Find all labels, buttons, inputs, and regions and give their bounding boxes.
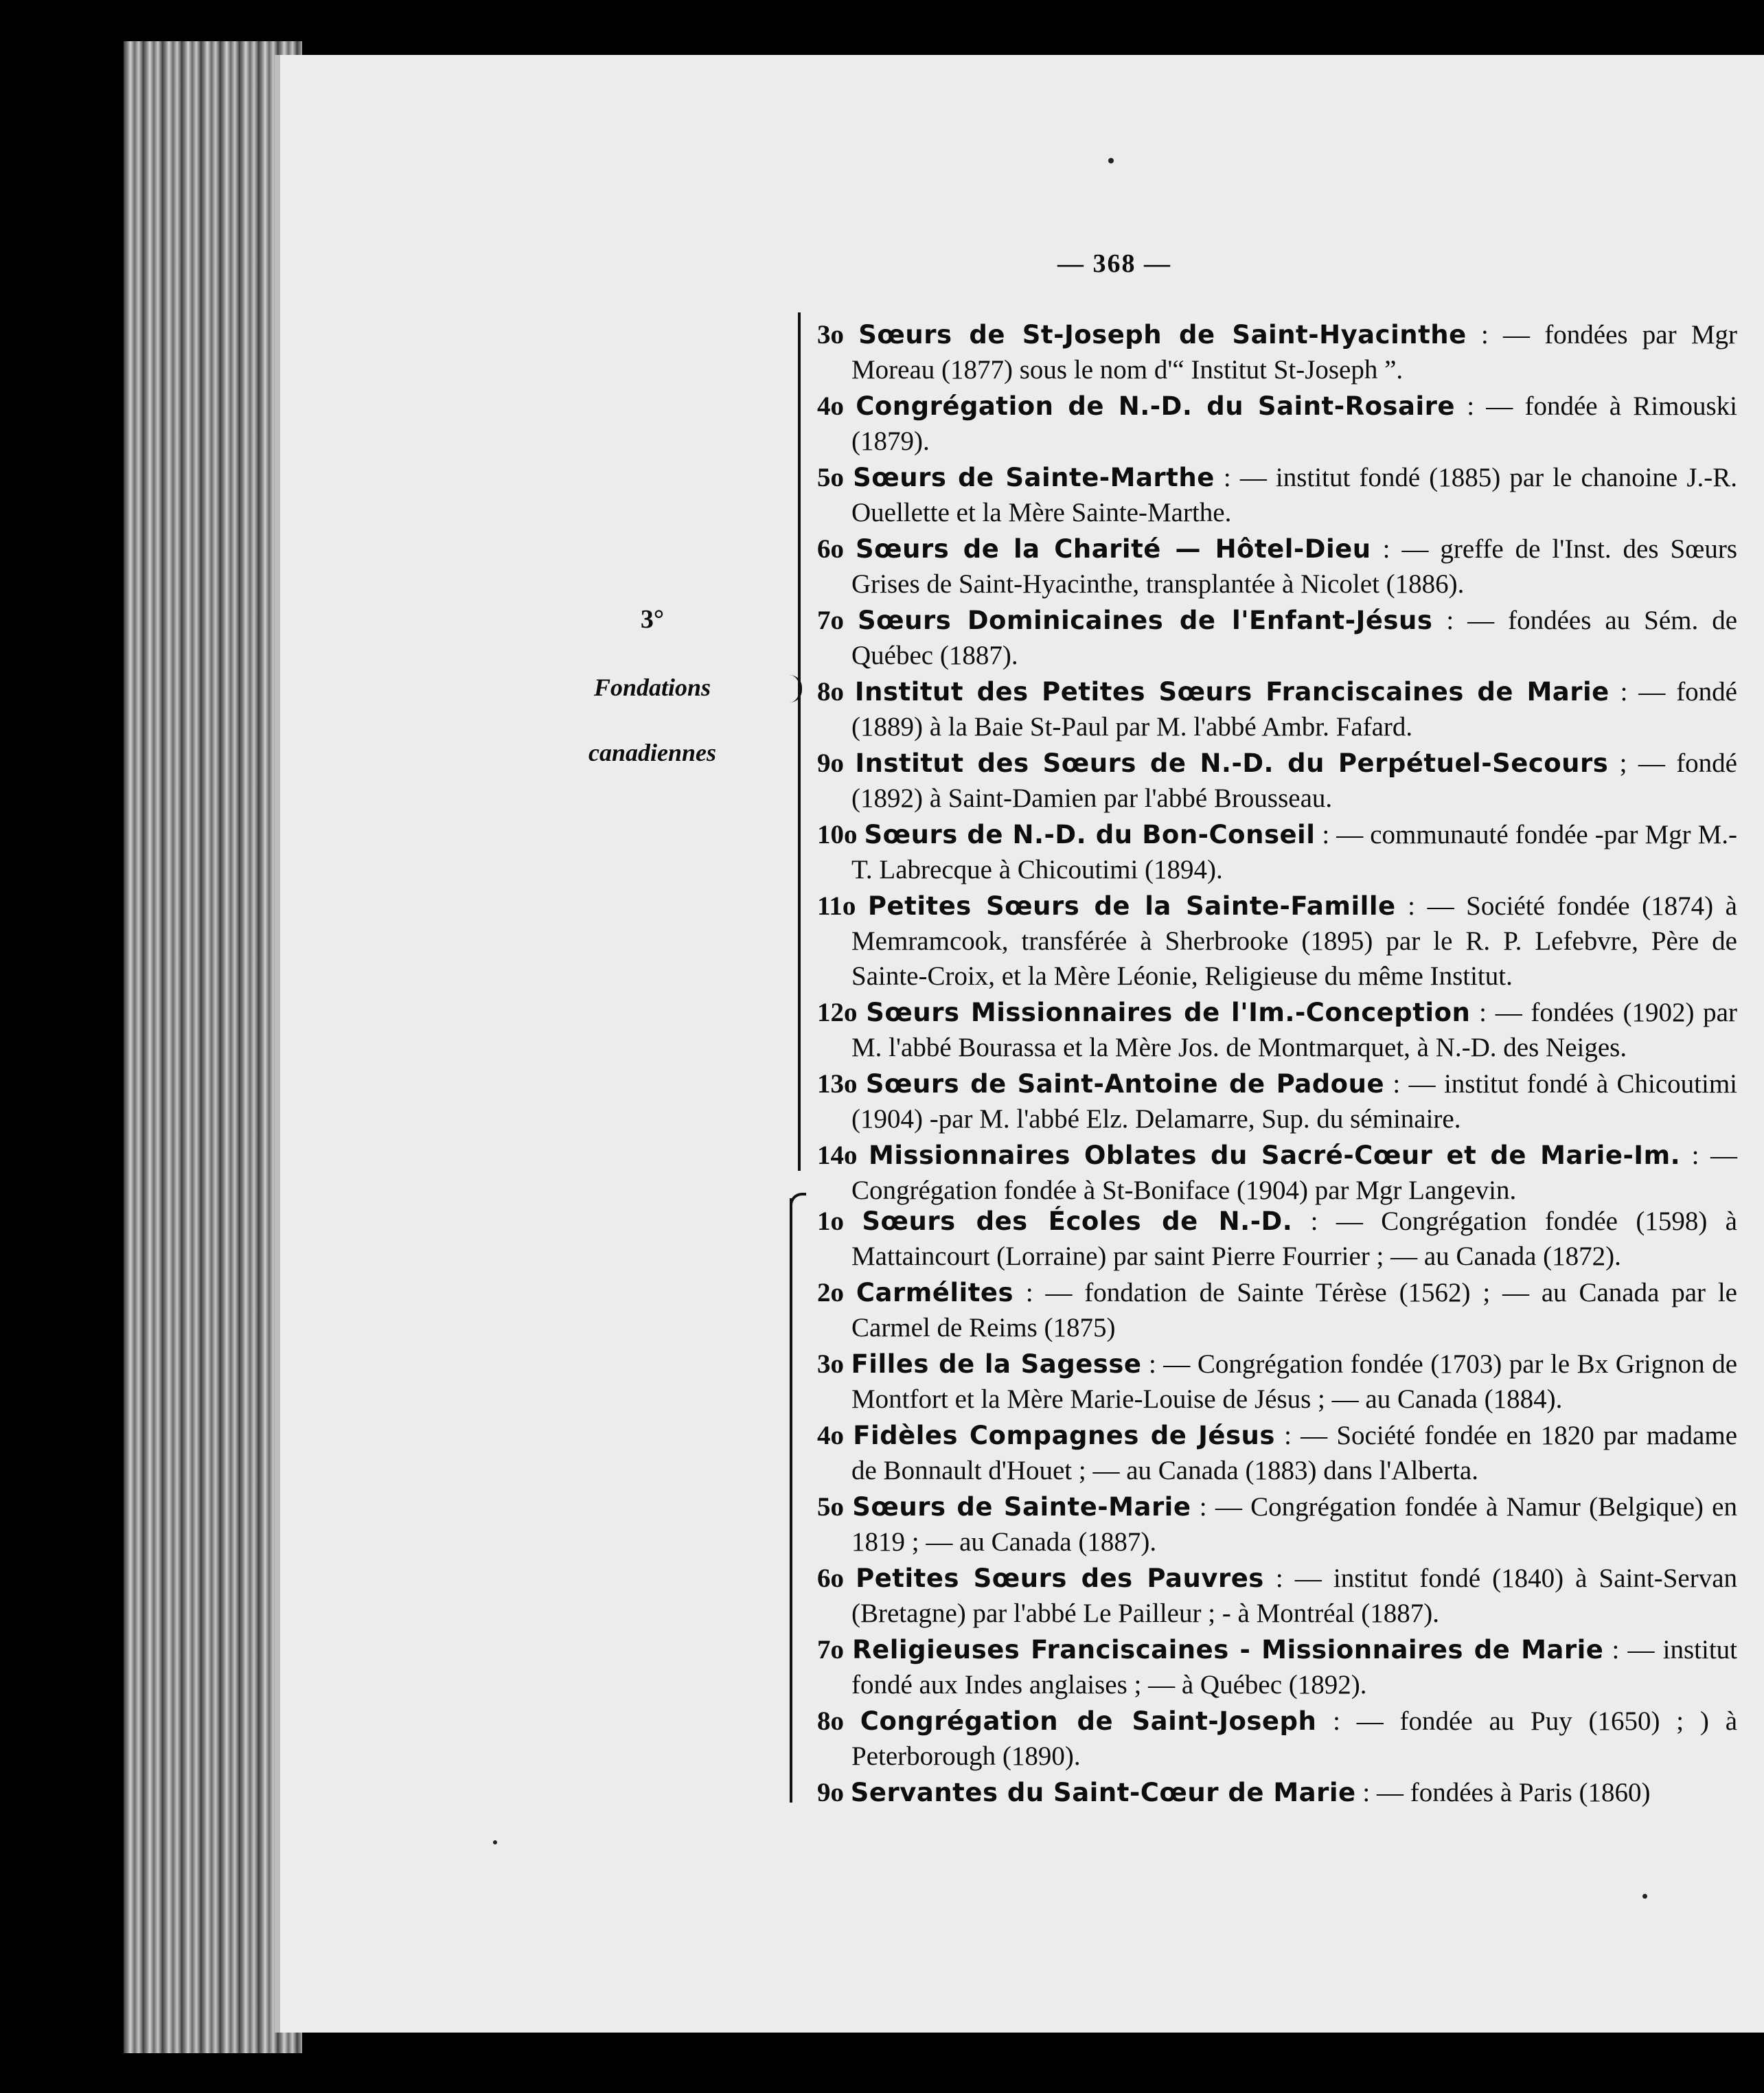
congregation-name: Servantes du Saint-Cœur de Marie <box>850 1778 1356 1807</box>
congregation-name: Missionnaires Oblates du Sacré-Cœur et de Marie-Im. <box>869 1141 1681 1170</box>
entry-number: 6o <box>817 534 844 564</box>
entry-description: : — Congrégation fondée (1703) par le Bx Grignon de Montfort et la Mère Marie-Louise de Jésus ; — au Canada (1884). <box>851 1349 1738 1414</box>
congregation-name: Congrégation de Saint-Joseph <box>860 1706 1317 1736</box>
scan-speck <box>1108 158 1114 163</box>
list-entry <box>817 1561 1737 1631</box>
entry-number: 8o <box>817 677 844 707</box>
list-entry <box>817 1489 1737 1559</box>
entry-description: : — fondation de Sainte Térèse (1562) ; — au Canada par le Carmel de Reims (1875) <box>851 1278 1737 1342</box>
entry-number: 5o <box>817 463 844 492</box>
brace-canadian-foundations <box>798 312 801 1171</box>
entry-number: 4o <box>817 391 844 421</box>
congregation-name: Petites Sœurs des Pauvres <box>856 1564 1264 1593</box>
list-entry <box>817 1347 1737 1417</box>
entry-description: : — fondées par Mgr Moreau (1877) sous le nom d'“ Institut St-Joseph ”. <box>851 320 1737 385</box>
entry-description: : — communauté fondée -par Mgr M.-T. Labrecque à Chicoutimi (1894). <box>851 820 1738 884</box>
congregation-name: Filles de la Sagesse <box>851 1349 1142 1379</box>
entry-number: 10o <box>817 820 858 849</box>
congregation-name: Sœurs de la Charité — Hôtel-Dieu <box>855 534 1371 564</box>
entry-description: : — Société fondée en 1820 par madame de Bonnault d'Houet ; — au Canada (1883) dans l'Alberta. <box>851 1421 1737 1485</box>
congregation-name: Sœurs de St-Joseph de Saint-Hyacinthe <box>858 320 1467 350</box>
congregation-name: Institut des Petites Sœurs Franciscaines de Marie <box>854 677 1610 707</box>
list-entry <box>817 889 1737 994</box>
congregation-name: Sœurs de Sainte-Marthe <box>853 463 1215 492</box>
entry-description: : — Société fondée (1874) à Memramcook, transférée à Sherbrooke (1895) par le R. P. Lefebvre, Père de Sainte-Croix, et la Mère Léonie, Religieuse du même Institut. <box>851 891 1737 991</box>
entry-description: : — Congrégation fondée à Namur (Belgique) en 1819 ; — au Canada (1887). <box>851 1492 1737 1557</box>
entry-description: : — fondée au Puy (1650) ; ) à Peterborough (1890). <box>851 1706 1737 1771</box>
list-entry <box>817 674 1737 744</box>
congregation-name: Carmélites <box>856 1278 1014 1307</box>
entry-description: : — Congrégation fondée à St-Boniface (1904) par Mgr Langevin. <box>851 1141 1738 1205</box>
list-entry <box>817 531 1737 602</box>
entry-number: 4o <box>817 1421 844 1450</box>
entry-number: 14o <box>817 1141 858 1170</box>
congregation-name: Religieuses Franciscaines - Missionnaires de Marie <box>852 1635 1604 1665</box>
entry-number: 5o <box>817 1492 844 1522</box>
list-entry <box>817 603 1737 673</box>
entry-number: 13o <box>817 1069 858 1099</box>
list-entry <box>817 995 1737 1065</box>
entry-number: 8o <box>817 1706 844 1736</box>
entry-description: : — fondées au Sém. de Québec (1887). <box>851 606 1737 670</box>
scan-speck <box>1642 1894 1647 1899</box>
entry-description: : — institut fondé à Chicoutimi (1904) -par M. l'abbé Elz. Delamarre, Sup. du séminaire. <box>851 1069 1737 1134</box>
congregation-name: Congrégation de N.-D. du Saint-Rosaire <box>856 391 1456 421</box>
entry-description: : — fondé (1889) à la Baie St-Paul par M. l'abbé Ambr. Fafard. <box>851 677 1737 742</box>
brace-foreign-foundations <box>790 1198 792 1803</box>
foreign-foundations-list <box>817 1204 1737 1811</box>
entry-description: : — institut fondé (1885) par le chanoine J.-R. Ouellette et la Mère Sainte-Marthe. <box>851 463 1737 527</box>
list-entry <box>817 746 1737 816</box>
entry-description: : — institut fondé aux Indes anglaises ; — à Québec (1892). <box>851 1635 1737 1700</box>
entry-description: : — institut fondé (1840) à Saint-Servan (Bretagne) par l'abbé Le Pailleur ; - à Montréal (1887). <box>851 1564 1738 1628</box>
entry-number: 11o <box>817 891 856 921</box>
entry-description: : — Congrégation fondée (1598) à Mattaincourt (Lorraine) par saint Pierre Fourrier ; — au Canada (1872). <box>851 1206 1737 1271</box>
entry-number: 1o <box>817 1206 844 1236</box>
congregation-name: Sœurs Missionnaires de l'Im.-Conception <box>866 998 1471 1027</box>
list-entry <box>817 1066 1737 1136</box>
congregation-name: Sœurs des Écoles de N.-D. <box>862 1206 1293 1236</box>
entry-number: 7o <box>817 606 844 635</box>
entry-number: 12o <box>817 998 858 1027</box>
section-label-line2: canadiennes <box>588 739 716 766</box>
entry-number: 3o <box>817 320 844 350</box>
list-entry <box>817 460 1737 530</box>
congregation-name: Sœurs de Sainte-Marie <box>852 1492 1191 1522</box>
list-entry <box>817 389 1737 459</box>
entry-description: : — fondées à Paris (1860) <box>1355 1778 1651 1807</box>
congregation-name: Sœurs de N.-D. du Bon-Conseil <box>864 820 1316 849</box>
list-entry <box>817 1704 1737 1774</box>
list-entry <box>817 1632 1737 1702</box>
section-number: 3° <box>640 605 665 634</box>
entry-description: : — greffe de l'Inst. des Sœurs Grises de Saint-Hyacinthe, transplantée à Nicolet (1886). <box>851 534 1737 599</box>
entry-number: 2o <box>817 1278 844 1307</box>
congregation-name: Sœurs Dominicaines de l'Enfant-Jésus <box>857 606 1433 635</box>
section-label-line1: Fondations <box>593 674 711 701</box>
list-entry <box>817 817 1737 887</box>
congregation-name: Fidèles Compagnes de Jésus <box>853 1421 1275 1450</box>
scan-speck <box>493 1840 497 1844</box>
page-number: — 368 — <box>1057 249 1171 278</box>
list-entry <box>817 1775 1737 1810</box>
entry-number: 9o <box>817 748 844 778</box>
entry-number: 3o <box>817 1349 844 1379</box>
list-entry <box>817 1275 1737 1345</box>
entry-description: : — fondées (1902) par M. l'abbé Bourassa et la Mère Jos. de Montmarquet, à N.-D. des Neiges. <box>851 998 1737 1062</box>
list-entry <box>817 1138 1737 1208</box>
congregation-name: Institut des Sœurs de N.-D. du Perpétuel-Secours <box>855 748 1609 778</box>
congregation-name: Sœurs de Saint-Antoine de Padoue <box>865 1069 1385 1099</box>
entry-number: 7o <box>817 1635 844 1665</box>
list-entry <box>817 1418 1737 1488</box>
list-entry <box>817 317 1737 387</box>
list-entry <box>817 1204 1737 1274</box>
congregation-name: Petites Sœurs de la Sainte-Famille <box>867 891 1396 921</box>
entry-number: 9o <box>817 1778 844 1807</box>
entry-description: : — fondée à Rimouski (1879). <box>851 391 1737 456</box>
canadian-foundations-list <box>817 317 1737 1209</box>
entry-description: ; — fondé (1892) à Saint-Damien par l'abbé Brousseau. <box>851 748 1737 813</box>
entry-number: 6o <box>817 1564 844 1593</box>
